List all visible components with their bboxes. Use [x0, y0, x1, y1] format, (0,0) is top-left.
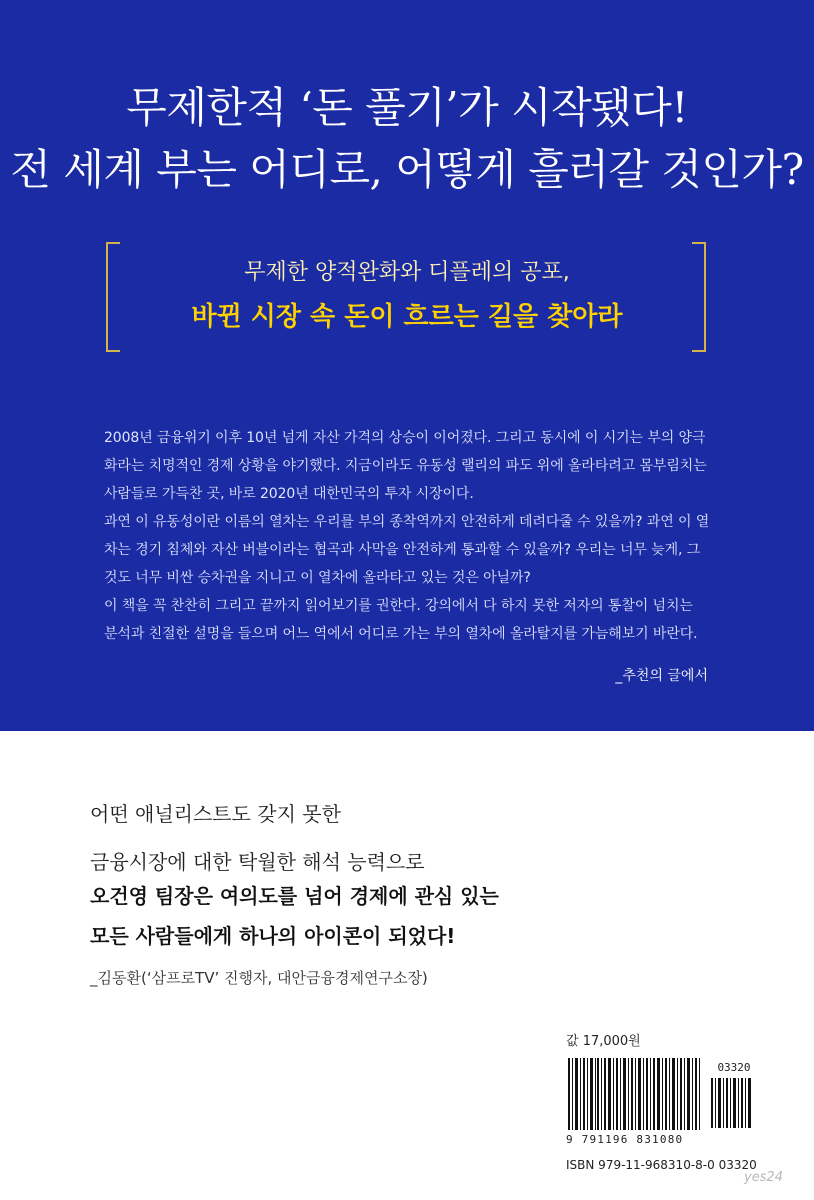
- body-paragraph-1: 2008년 금융위기 이후 10년 넘게 자산 가격의 상승이 이어졌다. 그리고 동시에 이 시기는 부의 양극화라는 치명적인 경제 상황을 야기했다. 지금이라도 유동성 랠리의 파도 위에 올라타려고 몸부림치는 사람들로 가득찬 곳, 바로 2020년 대한민국의 투자 시장이다.: [104, 430, 707, 502]
- barcode-number: 9 791196 831080: [566, 1133, 684, 1146]
- endorsement-line-2: 금융시장에 대한 탁월한 해석 능력으로: [90, 850, 425, 874]
- body-paragraph-2: 과연 이 유동성이란 이름의 열차는 우리를 부의 종착역까지 안전하게 데려다줄 수 있을까? 과연 이 열차는 경기 침체와 자산 버블이라는 협곡과 사막을 안전하게 통과할 수 있을까? 우리는 너무 늦게, 그것도 너무 비싼 승차권을 지니고 이 열차에 올라타고 있는 것은 아닐까?: [104, 514, 710, 586]
- price-label: 값 17,000원: [566, 1034, 641, 1049]
- headline-line-2: 전 세계 부는 어디로, 어떻게 흘러갈 것인가?: [10, 145, 804, 194]
- endorsement-line-1: 어떤 애널리스트도 갖지 못한: [90, 802, 341, 826]
- isbn-label: ISBN 979-11-968310-8-0 03320: [566, 1158, 757, 1172]
- barcode-addon: [710, 1078, 754, 1128]
- subhead-line-1: 무제한 양적완화와 디플레의 공포,: [244, 260, 570, 285]
- headline-line-1: 무제한적 ‘돈 풀기’가 시작됐다!: [126, 83, 688, 132]
- body-paragraph-3: 이 책을 꼭 찬찬히 그리고 끝까지 읽어보기를 권한다. 강의에서 다 하지 못한 저자의 통찰이 넘치는 분석과 친절한 설명을 들으며 어느 역에서 어디로 가는 부의 열차에 올라탈지를 가늠해보기 바란다.: [104, 598, 698, 642]
- recommendation-source: _추천의 글에서: [615, 668, 708, 684]
- endorsement-line-4: 모든 사람들에게 하나의 아이콘이 되었다!: [90, 924, 456, 948]
- barcode-main: [566, 1058, 702, 1130]
- endorsement-attribution: _김동환(‘삼프로TV’ 진행자, 대안금융경제연구소장): [90, 969, 428, 987]
- barcode-addon-number: 03320: [717, 1061, 751, 1074]
- watermark-text: yes24: [744, 1170, 784, 1185]
- endorsement-line-3: 오건영 팀장은 여의도를 넘어 경제에 관심 있는: [90, 884, 499, 908]
- subhead-line-2: 바뀐 시장 속 돈이 흐르는 길을 찾아라: [191, 302, 623, 332]
